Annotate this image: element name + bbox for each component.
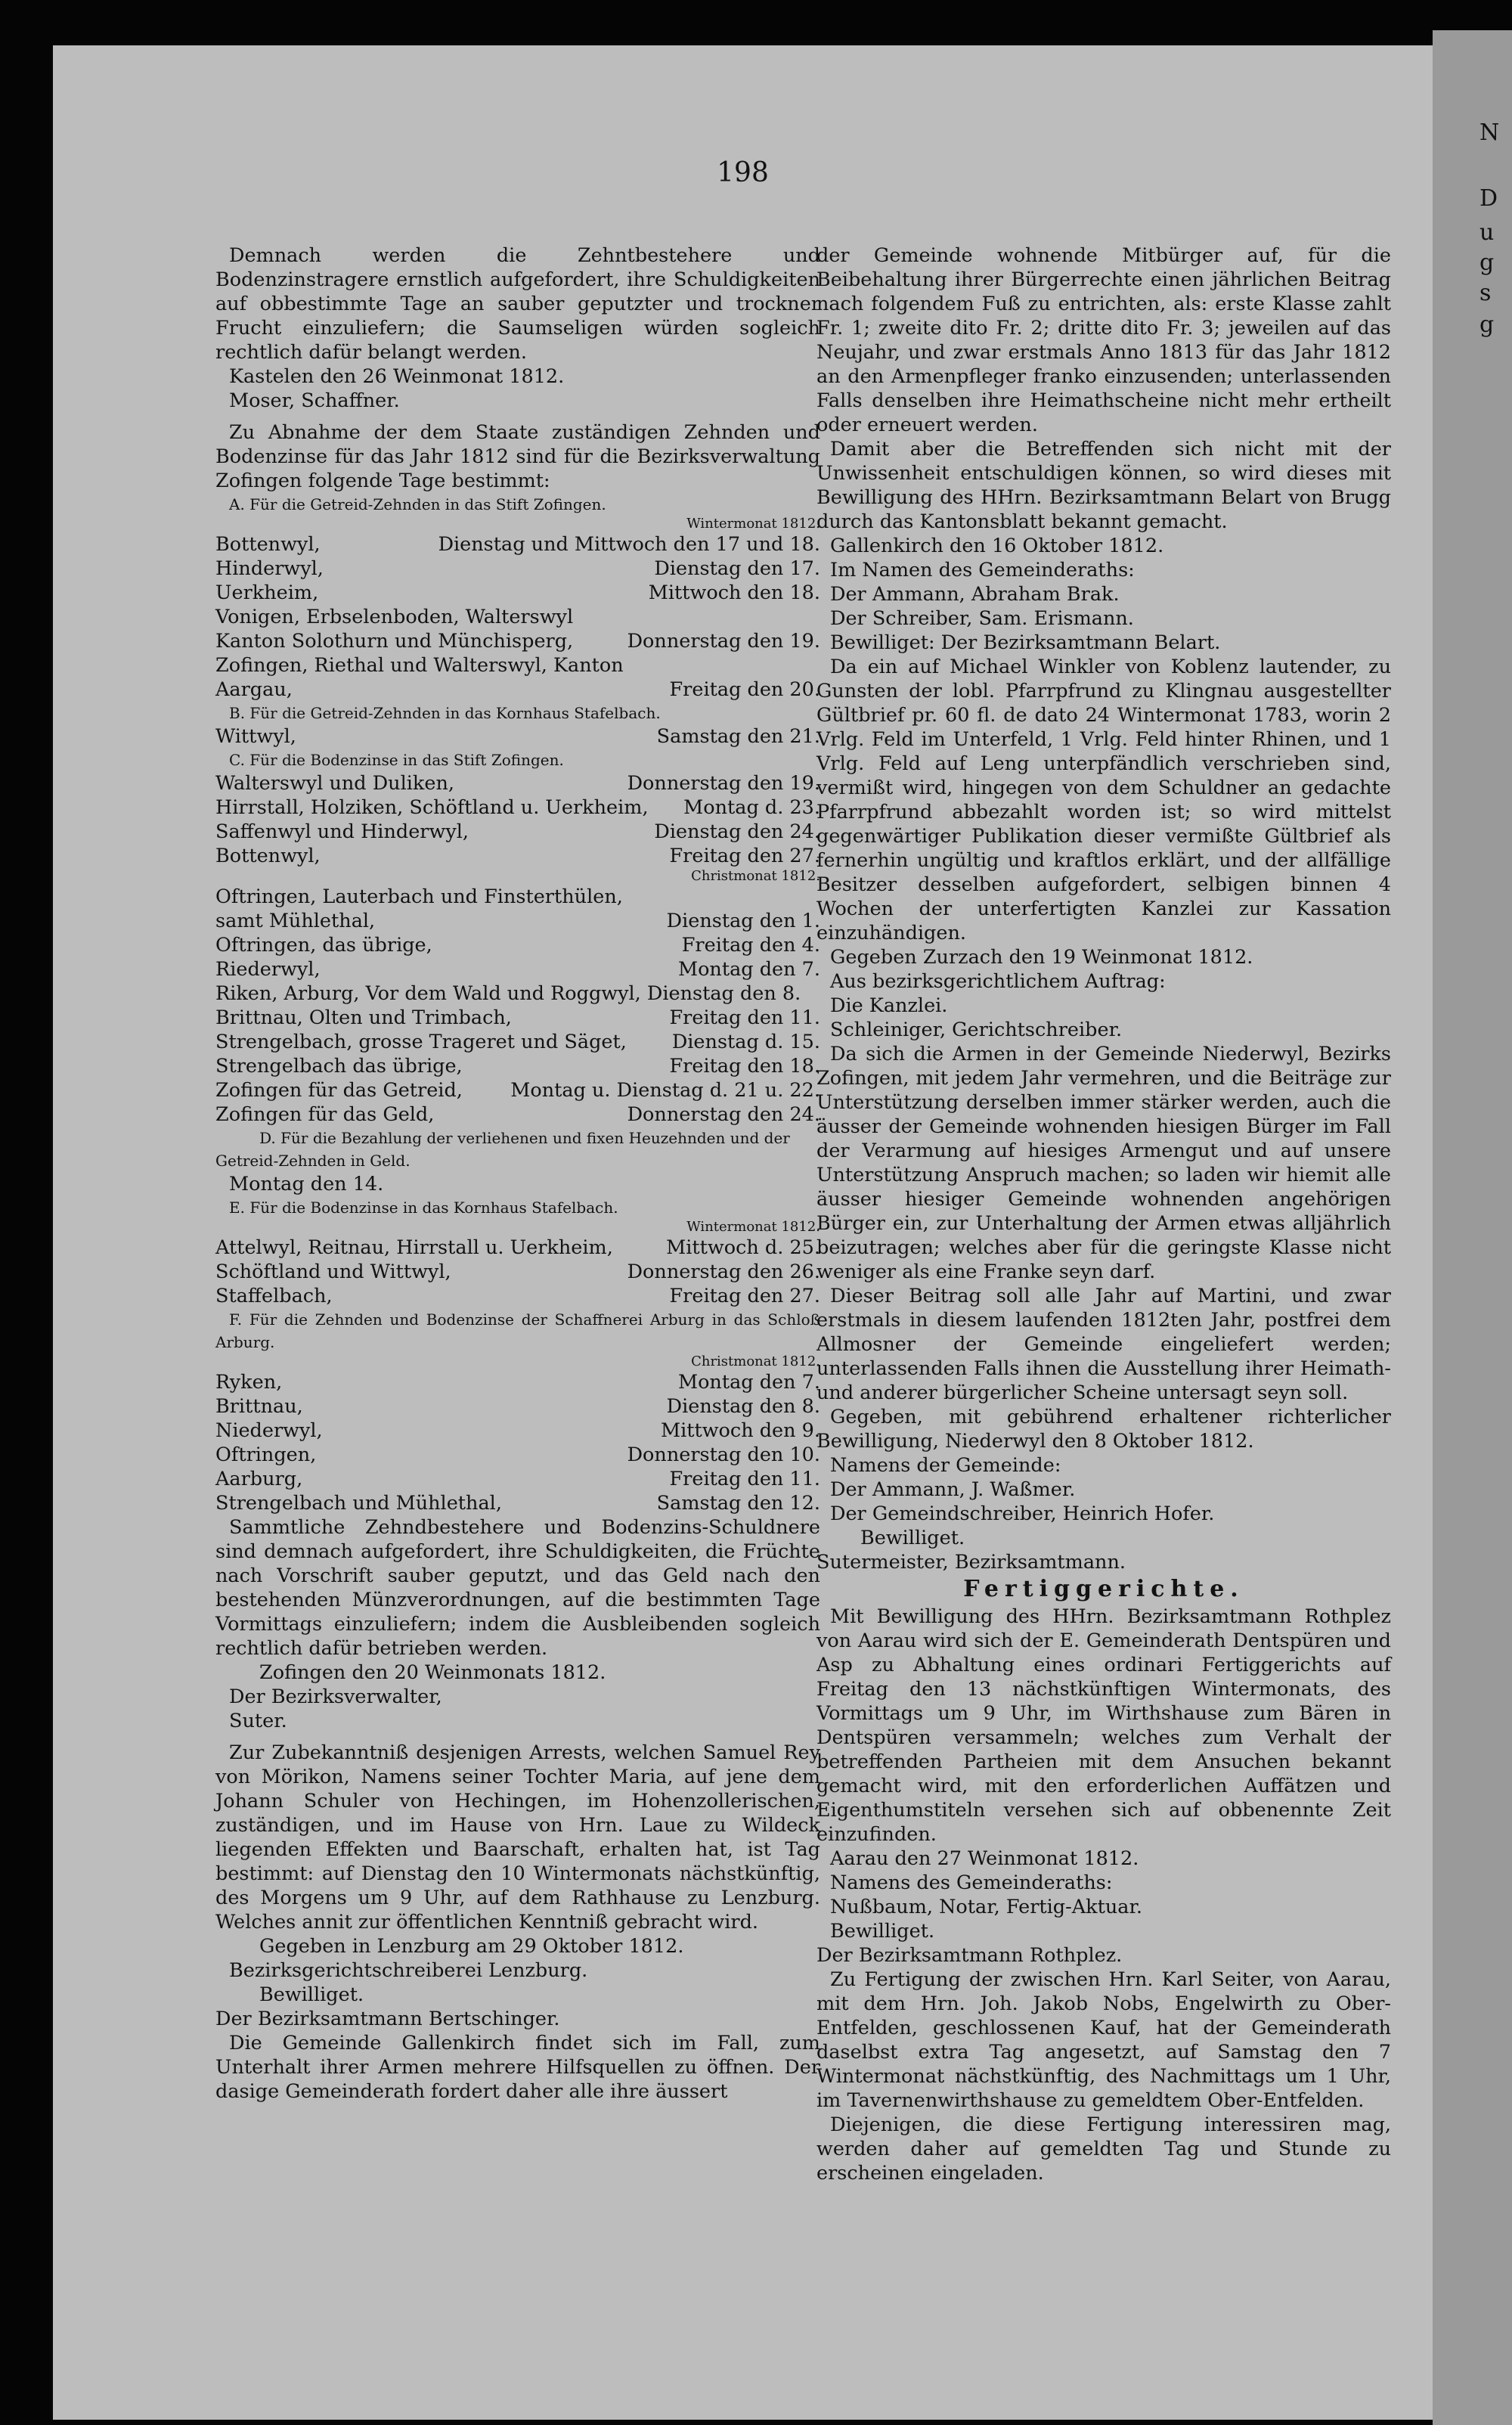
section-f-month: Christmonat 1812. (691, 1354, 820, 1369)
section-c-title: C. Für die Bodenzinse in das Stift Zofingen. (229, 751, 564, 769)
zofingen-signature-1: Der Bezirksverwalter, (229, 1685, 442, 1708)
edge-fragment: N (1479, 119, 1500, 146)
schedule-day: Montag u. Dienstag d. 21 u. 22. (510, 1079, 820, 1102)
edge-fragment: u (1479, 219, 1495, 246)
schedule-day: Donnerstag den 24. (627, 1103, 820, 1126)
schedule-row (215, 1443, 820, 1467)
edge-fragment: g (1479, 312, 1495, 338)
schedule-place: Niederwyl, (215, 1419, 323, 1442)
gallenkirch-notice-cont2: Damit aber die Betreffenden sich nicht mit der Unwissenheit entschuldigen können, so wird dieses mit Bewilligung des HHrn. Bezirksamtmann Belart von Brugg durch das Kantonsblatt bekannt gemacht. (816, 438, 1391, 533)
schedule-place: Bottenwyl, (215, 533, 321, 556)
schedule-row (215, 1078, 820, 1102)
schedule-place: Attelwyl, Reitnau, Hirrstall u. Uerkheim, (215, 1236, 613, 1259)
schedule-place: Strengelbach, grosse Trageret und Säget, (215, 1031, 627, 1053)
schedule-place: Strengelbach das übrige, (215, 1055, 463, 1078)
schedule-row (215, 1394, 820, 1419)
adjacent-page-edge (1433, 30, 1512, 2425)
schedule-day: Freitag den 27. (669, 845, 820, 867)
schedule-row (215, 1491, 820, 1515)
niederwyl-sign-3: Der Gemeindschreiber, Heinrich Hofer. (830, 1502, 1215, 1525)
gallenkirch-approval: Bewilliget: Der Bezirksamtmann Belart. (830, 631, 1221, 654)
schedule-day: Freitag den 11. (669, 1006, 820, 1029)
section-b-title: B. Für die Getreid-Zehnden in das Kornhaus Stafelbach. (229, 704, 661, 722)
schedule-place: Staffelbach, (215, 1285, 333, 1307)
niederwyl-sign-1: Namens der Gemeinde: (830, 1454, 1061, 1477)
fertiggericht-1-approval: Bewilliget. (830, 1920, 935, 1943)
section-d-title: D. Für die Bezahlung der verliehenen und fixen Heuzehnden und der Getreid-Zehnden in Geld. (215, 1129, 790, 1170)
schedule-place: Zofingen für das Getreid, (215, 1079, 463, 1102)
section-c2-list (215, 885, 820, 1127)
zofingen-intro: Zu Abnahme der dem Staate zuständigen Zehnden und Bodenzinse für das Jahr 1812 sind für die Bezirksverwaltung Zofingen folgende Tage bestimmt: (215, 421, 820, 492)
fertiggericht-2b: Diejenigen, die diese Fertigung interessiren mag, werden daher auf gemeldten Tag und Stunde zu erscheinen eingeladen. (816, 2113, 1391, 2185)
section-b-list (215, 724, 820, 749)
zofingen-signature-2: Suter. (229, 1710, 287, 1732)
schedule-place: Brittnau, (215, 1395, 303, 1418)
gallenkirch-notice-cont: der Gemeinde wohnende Mitbürger auf, für die Beibehaltung ihrer Bürgerrechte einen jährlichen Beitrag nach folgendem Fuß zu entrichten, als: erste Klasse zahlt Fr. 1; zweite dito Fr. 2; dritte dito Fr. 3; jeweilen auf das Neujahr, und zwar erstmals Anno 1813 für das Jahr 1812 an den Armenpfleger franko einzusenden; unterlassenden Falls denselben ihre Heimathscheine nicht mehr ertheilt oder erneuert werden. (816, 244, 1391, 436)
schedule-place: Hinderwyl, (215, 557, 324, 580)
section-e-month: Wintermonat 1812. (686, 1219, 820, 1235)
edge-fragment: s (1479, 280, 1492, 306)
schedule-row (215, 795, 820, 820)
section-e-list (215, 1236, 820, 1308)
schedule-place: Oftringen, das übrige, (215, 934, 432, 957)
schedule-day: Samstag den 21. (656, 725, 820, 748)
schedule-row (215, 771, 820, 795)
schedule-place: Brittnau, Olten und Trimbach, (215, 1006, 512, 1029)
kasteln-signature: Moser, Schaffner. (229, 389, 400, 412)
winkler-sign-2: Die Kanzlei. (830, 994, 948, 1017)
section-e-title: E. Für die Bodenzinse in das Kornhaus Stafelbach. (229, 1199, 618, 1217)
schedule-day: Freitag den 27. (669, 1285, 820, 1307)
schedule-row (215, 1054, 820, 1078)
gallenkirch-sign-3: Der Schreiber, Sam. Erismann. (830, 607, 1134, 630)
gallenkirch-notice-start: Die Gemeinde Gallenkirch findet sich im Fall, zum Unterhalt ihrer Armen mehrere Hilfsquellen zu öffnen. Der dasige Gemeinderath fordert daher alle ihre äussert (215, 2032, 820, 2103)
schedule-place: Wittwyl, (215, 725, 296, 748)
fertiggericht-2: Zu Fertigung der zwischen Hrn. Karl Seiter, von Aarau, mit dem Hrn. Joh. Jakob Nobs, Engelwirth zu Ober-Entfelden, geschlossenen Kauf, hat der Gemeinderath daselbst extra Tag angesetzt, auf Samstag den 7 Wintermonat nächstkünftig, des Nachmittags um 1 Uhr, im Tavernenwirthshause zu gemeldtem Ober-Entfelden. (816, 1968, 1391, 2112)
fertiggerichte-heading: Fertiggerichte. (963, 1576, 1244, 1602)
zofingen-date: Zofingen den 20 Weinmonats 1812. (259, 1661, 606, 1684)
fertiggericht-1-date: Aarau den 27 Weinmonat 1812. (830, 1847, 1139, 1870)
schedule-place: Bottenwyl, (215, 845, 321, 867)
gallenkirch-sign-1: Im Namen des Gemeinderaths: (830, 559, 1135, 581)
schedule-place: Saffenwyl und Hinderwyl, (215, 820, 469, 843)
schedule-place: Riederwyl, (215, 958, 321, 981)
fertiggericht-1-approval-name: Der Bezirksamtmann Rothplez. (816, 1944, 1123, 1967)
schedule-day: Donnerstag den 10. (627, 1444, 820, 1466)
kasteln-date: Kastelen den 26 Weinmonat 1812. (229, 365, 565, 388)
schedule-day: Donnerstag den 19. (627, 630, 820, 653)
schedule-place: Hirrstall, Holziken, Schöftland u. Uerkheim, (215, 796, 649, 819)
schedule-day: Dienstag den 24. (654, 820, 820, 843)
newspaper-page (53, 45, 1433, 2420)
schedule-row (215, 1030, 820, 1054)
schedule-place: Zofingen für das Geld, (215, 1103, 435, 1126)
winkler-sign-1: Aus bezirksgerichtlichem Auftrag: (830, 970, 1166, 993)
fertiggericht-1-sign-1: Namens des Gemeinderaths: (830, 1871, 1113, 1894)
arrest-approval: Bewilliget. (259, 1983, 364, 2006)
schedule-place: Zofingen, Riethal und Walterswyl, Kanton Aargau, (215, 654, 624, 701)
schedule-row (215, 653, 820, 702)
schedule-row (215, 820, 820, 844)
schedule-row (215, 605, 820, 653)
arrest-date: Gegeben in Lenzburg am 29 Oktober 1812. (259, 1935, 684, 1958)
page-number: 198 (717, 157, 769, 188)
edge-fragment: D (1479, 185, 1498, 212)
schedule-day: Mittwoch den 18. (648, 581, 820, 604)
schedule-place: Strengelbach und Mühlethal, (215, 1492, 502, 1515)
winkler-notice: Da ein auf Michael Winkler von Koblenz lautender, zu Gunsten der lobl. Pfarrpfrund zu Klingnau ausgestellter Gültbrief pr. 60 fl. de dato 24 Wintermonat 1783, worin 2 Vrlg. Feld im Unterfeld, 1 Vrlg. Feld hinter Rhinen, und 1 Vrlg. Feld auf Leng unterpfändlich verschrieben sind, vermißt wird, hingegen von dem Schuldner an gedachte Pfarrpfrund abbezahlt worden ist; so wird mittelst gegenwärtiger Publikation dieser vermißte Gültbrief als fernerhin ungültig und kraftlos erklärt, und der allfällige Besitzer desselben aufgefordert, selbigen binnen 4 Wochen der unterfertigten Kanzlei zur Kassation einzuhändigen. (816, 656, 1391, 944)
right-column (816, 243, 1391, 2185)
schedule-row (215, 885, 820, 933)
schedule-place: Schöftland und Wittwyl, (215, 1261, 451, 1283)
niederwyl-notice-2: Dieser Beitrag soll alle Jahr auf Martini, und zwar erstmals in diesem laufenden 1812ten Jahr, postfrei dem Allmosner der Gemeinde eingeliefert werden; unterlassenden Falls ihnen die Ausstellung ihrer Heimath- und anderer bürgerlicher Scheine untersagt seyn soll. (816, 1285, 1391, 1404)
schedule-day: Dienstag d. 15. (671, 1031, 820, 1053)
schedule-place: Uerkheim, (215, 581, 319, 604)
fertiggericht-1-sign-2: Nußbaum, Notar, Fertig-Aktuar. (830, 1896, 1142, 1918)
schedule-row (215, 1284, 820, 1308)
gallenkirch-sign-2: Der Ammann, Abraham Brak. (830, 583, 1120, 606)
schedule-place: Riken, Arburg, Vor dem Wald und Roggwyl, Dienstag den 8. (215, 982, 801, 1005)
schedule-row (215, 724, 820, 749)
section-a-month: Wintermonat 1812. (686, 516, 820, 532)
arrest-approval-name: Der Bezirksamtmann Bertschinger. (215, 2008, 560, 2030)
schedule-place: Vonigen, Erbselenboden, Walterswyl Kanton Solothurn und Münchisperg, (215, 606, 574, 653)
arrest-notice: Zur Zubekanntniß desjenigen Arrests, welchen Samuel Rey von Mörikon, Namens seiner Tochter Maria, auf jene dem Johann Schuler von Hechingen, im Hohenzollerischen, zuständigen, und im Hause von Hrn. Laue zu Wildeck liegenden Effekten und Baarschaft, erhalten hat, ist Tag bestimmt: auf Dienstag den 10 Wintermonats nächstkünftig, des Morgens um 9 Uhr, auf dem Rathhause zu Lenzburg. Welches annit zur öffentlichen Kenntniß gebracht wird. (215, 1741, 820, 1933)
schedule-day: Montag den 7. (677, 1371, 820, 1394)
schedule-day: Donnerstag den 19. (627, 772, 820, 795)
schedule-row (215, 532, 820, 557)
niederwyl-sign-2: Der Ammann, J. Waßmer. (830, 1478, 1076, 1501)
schedule-row (215, 1236, 820, 1260)
winkler-sign-3: Schleiniger, Gerichtschreiber. (830, 1019, 1123, 1041)
schedule-day: Mittwoch den 9. (660, 1419, 820, 1442)
schedule-day: Donnerstag den 26. (627, 1261, 820, 1283)
schedule-day: Montag d. 23. (683, 796, 820, 819)
schedule-day: Freitag den 11. (669, 1468, 820, 1490)
schedule-day: Freitag den 4. (681, 934, 820, 957)
section-f-title: F. Für die Zehnden und Bodenzinse der Schaffnerei Arburg in das Schloß Arburg. (215, 1310, 820, 1351)
niederwyl-approval: Bewilliget. (860, 1527, 965, 1549)
gallenkirch-date: Gallenkirch den 16 Oktober 1812. (830, 535, 1164, 557)
niederwyl-notice-3: Gegeben, mit gebührend erhaltener richterlicher Bewilligung, Niederwyl den 8 Oktober 1812. (816, 1406, 1391, 1453)
schedule-day: Freitag den 18. (669, 1055, 820, 1078)
schedule-row (215, 1467, 820, 1491)
schedule-day: Samstag den 12. (656, 1492, 820, 1515)
schedule-place: Walterswyl und Duliken, (215, 772, 454, 795)
schedule-row (215, 1419, 820, 1443)
edge-fragment: g (1479, 250, 1495, 276)
section-f-list (215, 1370, 820, 1515)
section-c-list (215, 771, 820, 868)
zofingen-outro: Sammtliche Zehndbestehere und Bodenzins-Schuldnere sind demnach aufgefordert, ihre Schuldigkeiten, die Früchte nach Vorschrift sauber geputzt, und das Geld nach den bestehenden Münzverordnungen, auf die bestimmten Tage Vormittags einzuliefern; indem die Ausbleibenden sogleich rechtlich dafür betrieben werden. (215, 1516, 820, 1660)
section-d-day: Montag den 14. (229, 1173, 384, 1195)
schedule-row (215, 981, 820, 1006)
schedule-row (215, 844, 820, 868)
schedule-row (215, 1102, 820, 1127)
schedule-place: Ryken, (215, 1371, 283, 1394)
schedule-place: Oftringen, Lauterbach und Finsterthülen, samt Mühlethal, (215, 885, 623, 932)
fertiggericht-1: Mit Bewilligung des HHrn. Bezirksamtmann Rothplez von Aarau wird sich der E. Gemeinderath Dentspüren und Asp zu Abhaltung eines ordinari Fertiggerichts auf Freitag den 13 nächstkünftigen Wintermonats, des Vormittags um 9 Uhr, im Wirthshause zum Bären in Dentspüren versammeln; welches zum Verhalt der betreffenden Partheien mit dem Ansuchen bekannt gemacht wird, mit den erforderlichen Auffätzen und Eigenthumstiteln versehen sich auf obbenennte Zeit einzufinden. (816, 1605, 1391, 1846)
schedule-day: Freitag den 20. (669, 678, 820, 701)
schedule-day: Mittwoch d. 25. (666, 1236, 820, 1259)
schedule-row (215, 933, 820, 957)
schedule-row (215, 1370, 820, 1394)
arrest-signature: Bezirksgerichtschreiberei Lenzburg. (229, 1959, 588, 1982)
section-a-list (215, 532, 820, 702)
left-column (215, 243, 820, 2104)
schedule-day: Dienstag den 8. (666, 1395, 820, 1418)
niederwyl-notice: Da sich die Armen in der Gemeinde Niederwyl, Bezirks Zofingen, mit jedem Jahr vermehren, und die Beiträge zur Unterstützung derselben immer stärker werden, auch die äusser der Gemeinde wohnenden hiesigen Bürger im Fall der Verarmung auf hiesiges Armengut und auf unsere Unterstützung Anspruch machen; so laden wir hiemit alle äusser hiesiger Gemeinde wohnenden angehörigen Bürger ein, zur Unterhaltung der Armen etwas alljährlich beizutragen; welches aber für die geringste Klasse nicht weniger als eine Franke seyn darf. (816, 1043, 1391, 1283)
schedule-place: Aarburg, (215, 1468, 303, 1490)
schedule-row (215, 1260, 820, 1284)
section-a-title: A. Für die Getreid-Zehnden in das Stift Zofingen. (229, 495, 606, 513)
schedule-row (215, 581, 820, 605)
section-c-month: Christmonat 1812. (691, 868, 820, 884)
schedule-day: Dienstag und Mittwoch den 17 und 18. (438, 533, 820, 556)
schedule-day: Montag den 7. (677, 958, 820, 981)
niederwyl-approval-name: Sutermeister, Bezirksamtmann. (816, 1551, 1126, 1574)
schedule-row (215, 957, 820, 981)
schedule-day: Dienstag den 1. (666, 910, 820, 932)
kasteln-notice: Demnach werden die Zehntbestehere und Bodenzinstragere ernstlich aufgefordert, ihre Schuldigkeiten auf obbestimmte Tage an sauber geputzter und trockner Frucht einzuliefern; die Saumseligen würden sogleich rechtlich dafür belangt werden. (215, 244, 820, 364)
schedule-row (215, 557, 820, 581)
schedule-day: Dienstag den 17. (654, 557, 820, 580)
winkler-date: Gegeben Zurzach den 19 Weinmonat 1812. (830, 946, 1253, 969)
schedule-place: Oftringen, (215, 1444, 317, 1466)
schedule-row (215, 1006, 820, 1030)
